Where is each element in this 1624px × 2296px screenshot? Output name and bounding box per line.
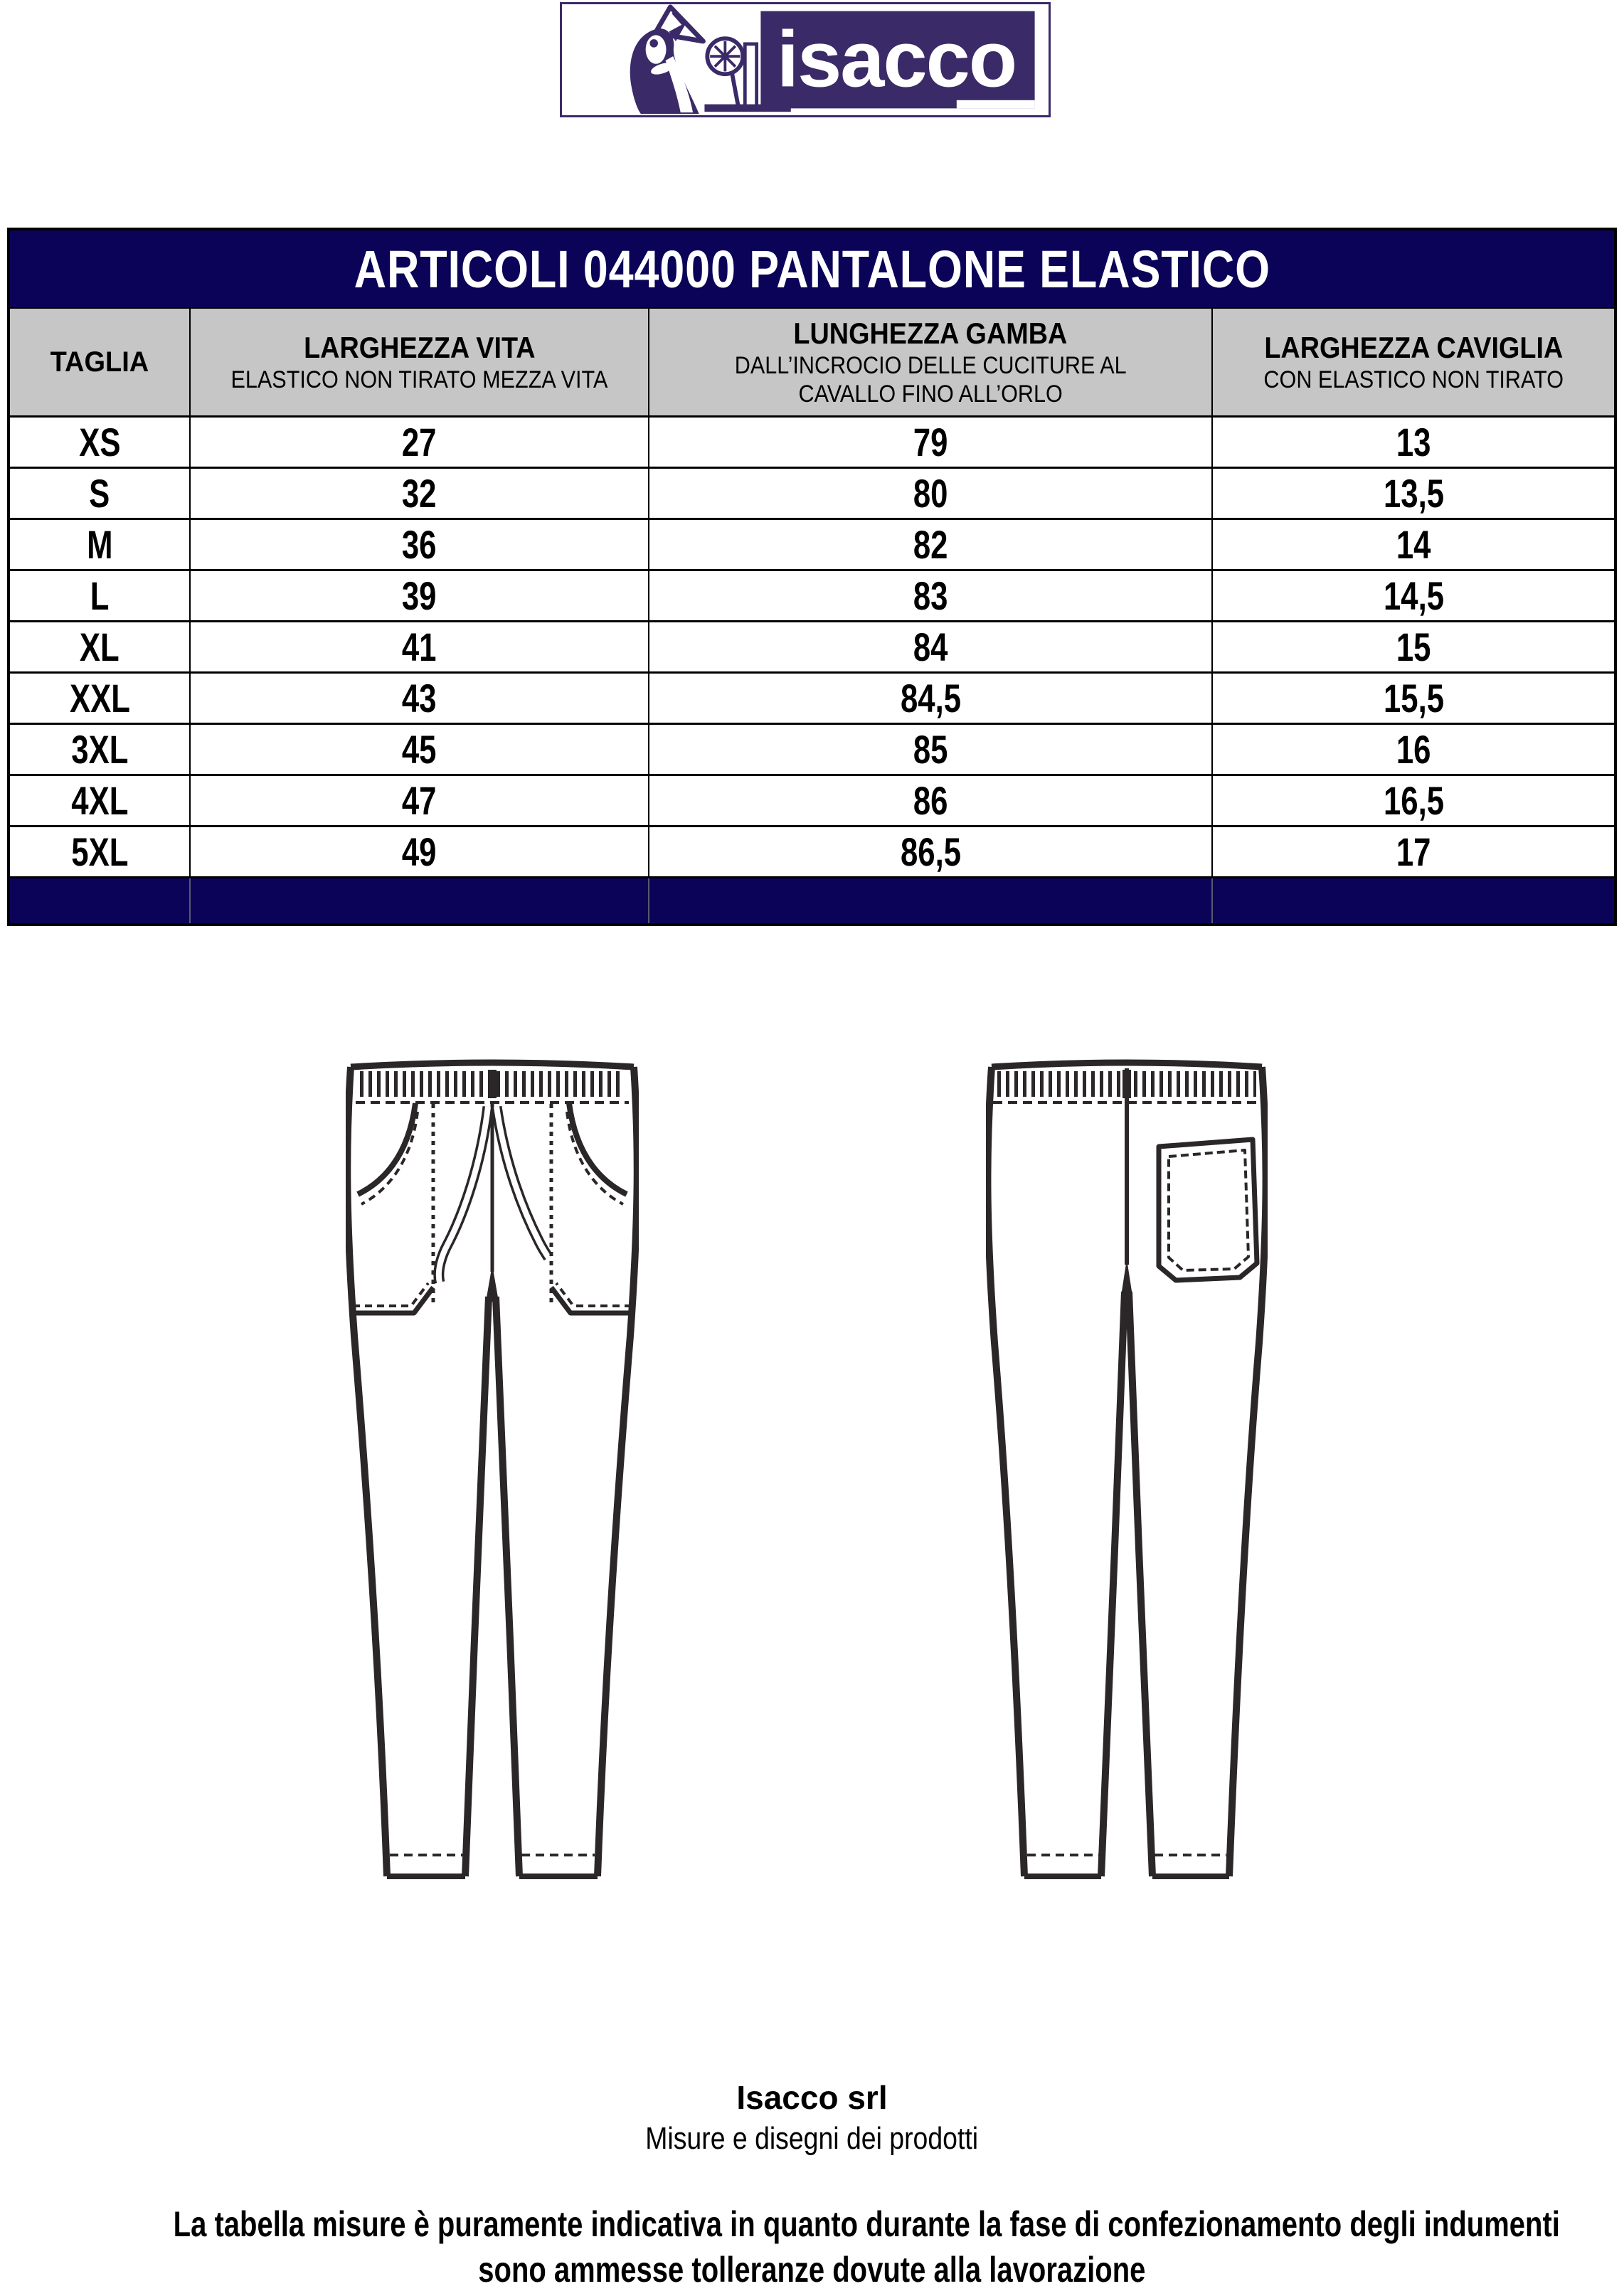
vita-value: 39	[402, 573, 437, 618]
document-subtitle-text: Misure e disegni dei prodotti	[645, 2121, 979, 2156]
disclaimer	[0, 2201, 1624, 2292]
document-subtitle	[0, 2121, 1624, 2157]
table-row	[10, 620, 1614, 671]
header-sub-label: DALL’INCROCIO DELLE CUCITURE AL CAVALLO FINO ALL’ORLO	[734, 352, 1127, 408]
footer-cell	[1211, 878, 1614, 923]
cell-size	[10, 571, 189, 620]
cell-gamba	[648, 622, 1211, 671]
cell-vita	[189, 571, 648, 620]
gamba-value: 85	[913, 727, 948, 772]
cell-gamba	[648, 418, 1211, 467]
vita-value: 47	[402, 778, 437, 823]
cell-vita	[189, 674, 648, 723]
gamba-value: 82	[913, 522, 948, 567]
gamba-value: 86,5	[900, 829, 961, 874]
cell-caviglia	[1211, 571, 1614, 620]
cell-caviglia	[1211, 418, 1614, 467]
caviglia-value: 15,5	[1383, 676, 1444, 721]
vita-value: 41	[402, 625, 437, 669]
size-value: M	[86, 522, 113, 567]
cell-size	[10, 418, 189, 467]
disclaimer-line-2: sono ammesse tolleranze dovute alla lavorazione	[478, 2250, 1146, 2290]
size-value: XL	[80, 625, 120, 669]
cell-size	[10, 776, 189, 825]
cell-caviglia	[1211, 674, 1614, 723]
disclaimer-line-1: La tabella misure è puramente indicativa in quanto durante la fase di confezionamento degli indumenti	[173, 2204, 1560, 2244]
vita-value: 49	[402, 829, 437, 874]
header-main-label: LUNGHEZZA GAMBA	[793, 317, 1068, 350]
header-taglia-label: TAGLIA	[50, 346, 149, 378]
penguin-icon	[630, 7, 704, 114]
caviglia-value: 13,5	[1383, 471, 1444, 516]
gamba-value: 86	[913, 778, 948, 823]
size-value: 5XL	[70, 829, 129, 874]
cell-vita	[189, 418, 648, 467]
cell-vita	[189, 622, 648, 671]
caviglia-value: 17	[1396, 829, 1431, 874]
header-sub-label: ELASTICO NON TIRATO MEZZA VITA	[230, 366, 608, 393]
header-larghezza-caviglia	[1211, 309, 1614, 415]
footer-cell	[648, 878, 1211, 923]
table-row	[10, 825, 1614, 876]
cell-gamba	[648, 469, 1211, 518]
cell-vita	[189, 827, 648, 876]
gamba-value: 83	[913, 573, 948, 618]
table-row	[10, 569, 1614, 620]
size-value: XXL	[69, 676, 130, 721]
vita-value: 27	[402, 420, 437, 464]
pants-back-drawing	[986, 1058, 1268, 1883]
gamba-value: 84,5	[900, 676, 961, 721]
size-value: 3XL	[70, 727, 129, 772]
table-row	[10, 774, 1614, 825]
caviglia-value: 15	[1396, 625, 1431, 669]
vita-value: 45	[402, 727, 437, 772]
cell-gamba	[648, 520, 1211, 569]
table-row	[10, 415, 1614, 467]
table-row	[10, 723, 1614, 774]
cell-size	[10, 725, 189, 774]
cell-caviglia	[1211, 469, 1614, 518]
company-name: Isacco srl	[736, 2079, 888, 2116]
logo-wordmark: isacco	[776, 14, 1017, 104]
footer-cell	[189, 878, 648, 923]
cell-size	[10, 827, 189, 876]
cell-gamba	[648, 827, 1211, 876]
back-pocket-icon	[1159, 1139, 1257, 1280]
header-main-label: LARGHEZZA CAVIGLIA	[1264, 331, 1563, 364]
cell-caviglia	[1211, 776, 1614, 825]
gamba-value: 80	[913, 471, 948, 516]
cell-vita	[189, 725, 648, 774]
cell-gamba	[648, 725, 1211, 774]
size-value: L	[90, 573, 110, 618]
table-title: ARTICOLI 044000 PANTALONE ELASTICO	[354, 239, 1270, 299]
header-main-label: LARGHEZZA VITA	[303, 331, 536, 364]
isacco-logo-graphic	[562, 4, 1049, 115]
table-row	[10, 671, 1614, 723]
header-taglia	[10, 309, 189, 415]
cell-caviglia	[1211, 725, 1614, 774]
vita-value: 36	[402, 522, 437, 567]
caviglia-value: 14	[1396, 522, 1431, 567]
header-larghezza-vita	[189, 309, 648, 415]
size-table	[7, 228, 1617, 926]
cell-size	[10, 622, 189, 671]
table-row	[10, 518, 1614, 569]
table-title-bar	[10, 230, 1614, 307]
cell-size	[10, 520, 189, 569]
isacco-logo	[560, 2, 1051, 117]
table-header-row	[10, 307, 1614, 415]
cell-gamba	[648, 571, 1211, 620]
size-value: XS	[78, 420, 121, 464]
pants-front-drawing	[346, 1058, 639, 1883]
caviglia-value: 16,5	[1383, 778, 1444, 823]
cell-caviglia	[1211, 622, 1614, 671]
caviglia-value: 13	[1396, 420, 1431, 464]
cell-vita	[189, 520, 648, 569]
cell-vita	[189, 469, 648, 518]
caviglia-value: 14,5	[1383, 573, 1444, 618]
cell-caviglia	[1211, 827, 1614, 876]
gamba-value: 84	[913, 625, 948, 669]
size-value: 4XL	[70, 778, 129, 823]
gamba-value: 79	[913, 420, 948, 464]
header-lunghezza-gamba	[648, 309, 1211, 415]
vita-value: 43	[402, 676, 437, 721]
footer-cell	[10, 878, 189, 923]
table-footer-bar	[10, 876, 1614, 923]
cell-size	[10, 674, 189, 723]
cell-size	[10, 469, 189, 518]
caviglia-value: 16	[1396, 727, 1431, 772]
table-row	[10, 467, 1614, 518]
cell-caviglia	[1211, 520, 1614, 569]
size-value: S	[89, 471, 110, 516]
cell-vita	[189, 776, 648, 825]
vita-value: 32	[402, 471, 437, 516]
cell-gamba	[648, 776, 1211, 825]
header-sub-label: CON ELASTICO NON TIRATO	[1263, 366, 1564, 393]
cell-gamba	[648, 674, 1211, 723]
